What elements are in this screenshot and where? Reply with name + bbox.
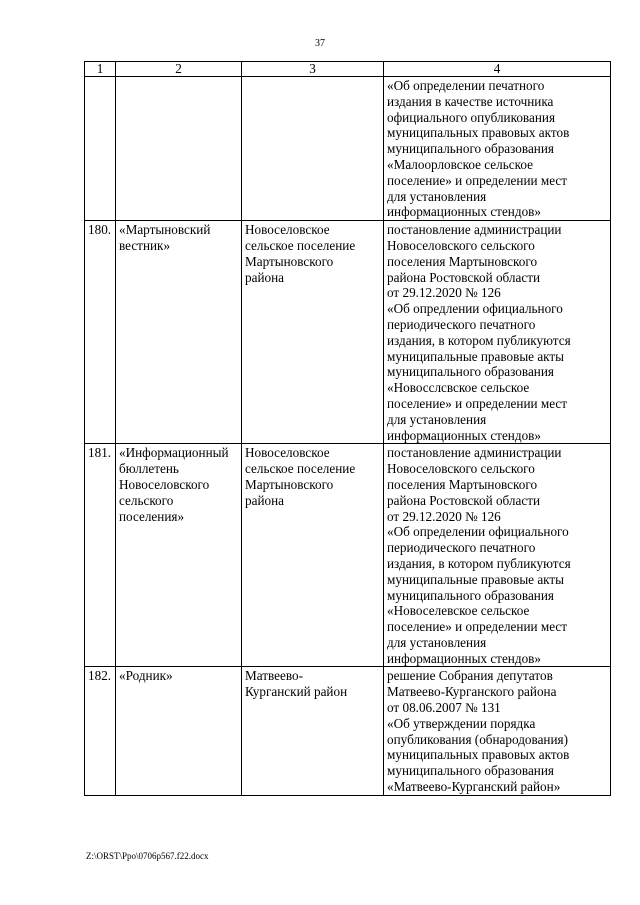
footer-file-path: Z:\ORST\Ppo\0706p567.f22.docx [86, 851, 209, 861]
text-line: Новоселовское [245, 445, 330, 461]
text-line: муниципальных правовых актов [387, 125, 570, 141]
text-line: района Ростовской области [387, 492, 541, 508]
text-line: от 08.06.2007 № 131 [387, 700, 501, 716]
text-line: периодического печатного [387, 316, 536, 332]
table-row [85, 444, 611, 667]
text-line: издания, в котором публикуются [387, 555, 571, 571]
text-line: сельского [119, 492, 174, 508]
table-row [85, 221, 611, 444]
text-line: информационных стендов» [387, 650, 541, 666]
text-line: решение Собрания депутатов [387, 668, 553, 684]
row-number-cell: 180. [85, 221, 116, 444]
text-line: издания, в котором публикуются [387, 332, 571, 348]
continued-act-cell [384, 77, 611, 221]
column-header-4: 4 [384, 62, 611, 77]
text-line: района Ростовской области [387, 269, 541, 285]
column-header-3: 3 [242, 62, 384, 77]
text-line: бюллетень [119, 461, 179, 477]
column-header-1: 1 [85, 62, 116, 77]
text-line: постановление администрации [387, 222, 562, 238]
text-line: Матвеево-Курганского района [387, 684, 557, 700]
text-line: «Родник» [119, 668, 173, 684]
text-line: «Новосслсвское сельское [387, 380, 530, 396]
column-header-2: 2 [116, 62, 242, 77]
text-line: «Информационный [119, 445, 229, 461]
text-line: для установления [387, 411, 487, 427]
text-line: информационных стендов» [387, 427, 541, 443]
text-line: сельское поселение [245, 461, 356, 477]
text-line: муниципального образования [387, 587, 554, 603]
text-line: муниципальные правовые акты [387, 571, 565, 587]
legal-act-cell [384, 221, 611, 444]
text-line: поселение» и определении мест [387, 619, 568, 635]
text-line: «Малоорловское сельское [387, 156, 533, 172]
text-line: поселения» [119, 508, 185, 524]
text-line: издания в качестве источника [387, 93, 554, 109]
continued-name-cell [116, 77, 242, 221]
text-line: Мартыновского [245, 476, 334, 492]
text-line: муниципальных правовых актов [387, 747, 570, 763]
text-line: Новоселовского сельского [387, 461, 535, 477]
text-line: Новоселовского сельского [387, 237, 535, 253]
territory-cell [242, 667, 384, 795]
text-line: Матвеево- [245, 668, 303, 684]
publication-name-cell [116, 444, 242, 667]
text-line: для установления [387, 188, 487, 204]
text-line: Мартыновского [245, 253, 334, 269]
text-line: поселения Мартыновского [387, 476, 538, 492]
text-line: официального опубликования [387, 109, 556, 125]
text-line: Новоселовского [119, 476, 210, 492]
continued-num-cell [85, 77, 116, 221]
text-line: вестник» [119, 237, 171, 253]
row-number-cell: 181. [85, 444, 116, 667]
text-line: периодического печатного [387, 540, 536, 556]
text-line: постановление администрации [387, 445, 562, 461]
text-line: муниципальные правовые акты [387, 348, 565, 364]
territory-cell [242, 221, 384, 444]
text-line: муниципального образования [387, 763, 554, 779]
text-line: «Об определении официального [387, 524, 569, 540]
continued-territory-cell [242, 77, 384, 221]
text-line: информационных стендов» [387, 204, 541, 220]
text-line: поселения Мартыновского [387, 253, 538, 269]
text-line: «Об утверждении порядка [387, 715, 536, 731]
publication-name-cell [116, 221, 242, 444]
header-row [85, 62, 611, 77]
text-line: от 29.12.2020 № 126 [387, 508, 501, 524]
text-line: от 29.12.2020 № 126 [387, 285, 501, 301]
table-row [85, 667, 611, 795]
text-line: поселение» и определении мест [387, 395, 568, 411]
text-line: Новоселовское [245, 222, 330, 238]
publication-name-cell [116, 667, 242, 795]
page-number: 37 [315, 38, 325, 49]
text-line: для установления [387, 634, 487, 650]
text-line: сельское поселение [245, 237, 356, 253]
legal-act-cell [384, 667, 611, 795]
text-line: района [245, 492, 285, 508]
text-line: «Об опредлении официального [387, 301, 563, 317]
text-line: «Об определении печатного [387, 78, 545, 93]
text-line: «Мартыновский [119, 222, 211, 238]
territory-cell [242, 444, 384, 667]
continued-row [85, 77, 611, 221]
text-line: муниципального образования [387, 364, 554, 380]
text-line: опубликования (обнародования) [387, 731, 568, 747]
legal-act-cell [384, 444, 611, 667]
registry-table [84, 61, 611, 796]
text-line: поселение» и определении мест [387, 172, 568, 188]
text-line: «Новоселевское сельское [387, 603, 530, 619]
text-line: «Матвеево-Курганский район» [387, 779, 561, 795]
row-number-cell: 182. [85, 667, 116, 795]
text-line: Курганский район [245, 684, 348, 700]
text-line: муниципального образования [387, 141, 554, 157]
text-line: района [245, 269, 285, 285]
